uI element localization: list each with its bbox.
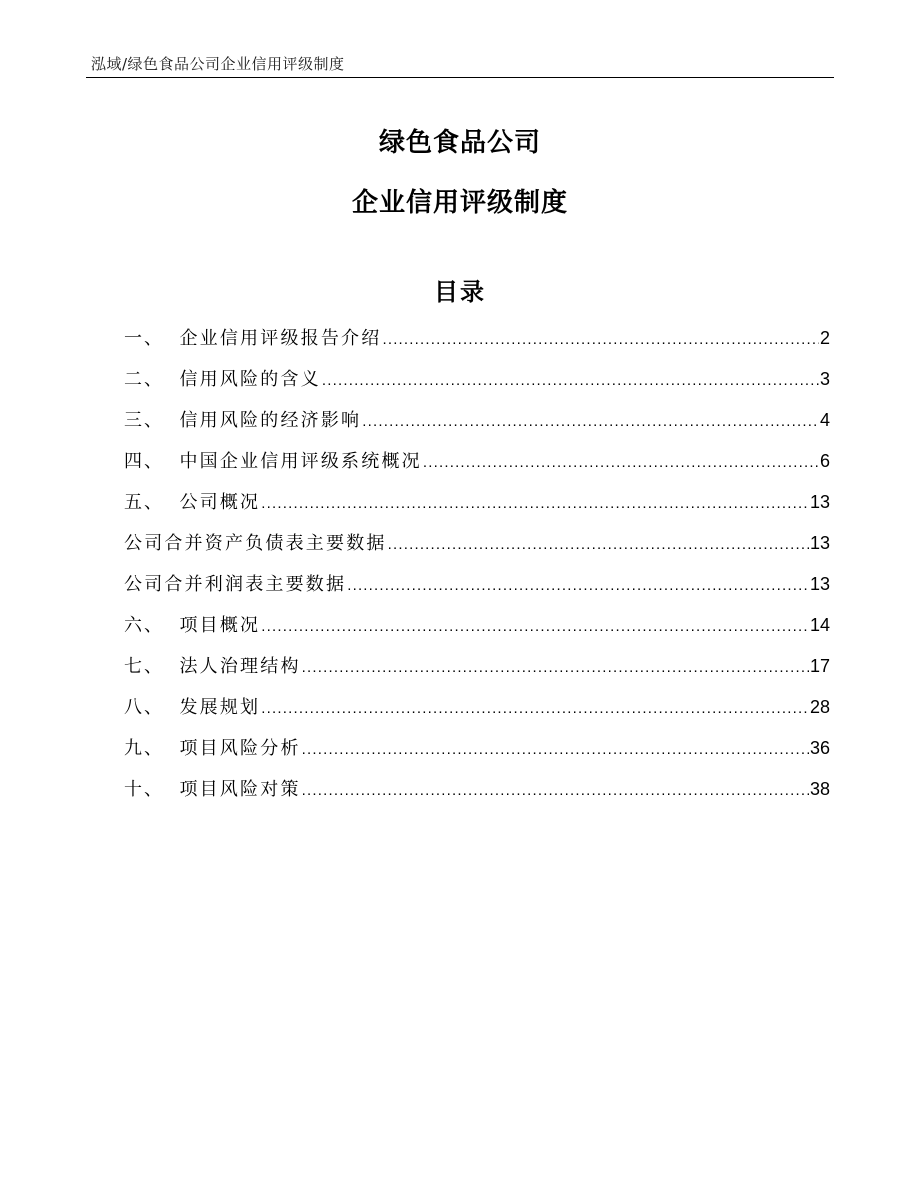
toc-entry-number: 十、 bbox=[124, 779, 180, 800]
toc-entry-page-number: 38 bbox=[809, 779, 830, 799]
toc-entry-label: 企业信用评级报告介绍 bbox=[179, 328, 382, 349]
toc-entry-page-number: 3 bbox=[819, 369, 830, 389]
toc-entry-label: 发展规划 bbox=[179, 697, 261, 718]
toc-entry-page-number: 28 bbox=[809, 697, 830, 717]
toc-entry-page-number: 17 bbox=[809, 656, 830, 676]
toc-entry[interactable] bbox=[124, 691, 830, 732]
toc-entry-number: 二、 bbox=[124, 369, 180, 390]
toc-entry-label: 公司合并资产负债表主要数据 bbox=[124, 533, 387, 554]
toc-entry-number: 四、 bbox=[124, 451, 180, 472]
toc-entry-number: 六、 bbox=[124, 615, 180, 636]
toc-entry[interactable] bbox=[124, 609, 830, 650]
toc-dot-leader bbox=[347, 570, 809, 602]
toc-entry-label: 信用风险的含义 bbox=[179, 369, 321, 390]
toc-dot-leader bbox=[388, 529, 809, 561]
toc-dot-leader bbox=[261, 693, 809, 725]
toc-dot-leader bbox=[322, 365, 819, 397]
toc-entry[interactable] bbox=[124, 486, 830, 527]
toc-entry[interactable] bbox=[124, 650, 830, 691]
toc-entry[interactable] bbox=[124, 445, 830, 486]
toc-entry[interactable] bbox=[124, 404, 830, 445]
running-header: 泓域/绿色食品公司企业信用评级制度 bbox=[91, 55, 345, 73]
toc-entry-page-number: 13 bbox=[809, 533, 830, 553]
toc-dot-leader bbox=[302, 734, 809, 766]
toc-entry-number: 三、 bbox=[124, 410, 180, 431]
toc-entry[interactable] bbox=[124, 322, 830, 363]
toc-entry-page-number: 2 bbox=[819, 328, 830, 348]
toc-dot-leader bbox=[423, 447, 819, 479]
toc-dot-leader bbox=[261, 611, 809, 643]
toc-entry-number: 九、 bbox=[124, 738, 180, 759]
toc-entry-page-number: 6 bbox=[819, 451, 830, 471]
toc-entry-page-number: 14 bbox=[809, 615, 830, 635]
toc-entry[interactable] bbox=[124, 773, 830, 814]
toc-entry-label: 中国企业信用评级系统概况 bbox=[179, 451, 422, 472]
table-of-contents bbox=[124, 322, 830, 814]
toc-entry-label: 信用风险的经济影响 bbox=[179, 410, 362, 431]
toc-entry[interactable] bbox=[124, 527, 830, 568]
toc-dot-leader bbox=[382, 324, 819, 356]
toc-entry-page-number: 13 bbox=[809, 574, 830, 594]
toc-entry-page-number: 36 bbox=[809, 738, 830, 758]
header-divider bbox=[86, 77, 834, 78]
toc-entry[interactable] bbox=[124, 732, 830, 773]
toc-entry-page-number: 13 bbox=[809, 492, 830, 512]
toc-entry-label: 公司合并利润表主要数据 bbox=[124, 574, 347, 595]
toc-entry-label: 法人治理结构 bbox=[179, 656, 301, 677]
toc-dot-leader bbox=[302, 775, 809, 807]
document-title-subject: 企业信用评级制度 bbox=[351, 188, 568, 218]
toc-entry-number: 八、 bbox=[124, 697, 180, 718]
toc-entry[interactable] bbox=[124, 363, 830, 404]
toc-entry[interactable] bbox=[124, 568, 830, 609]
toc-entry-label: 项目风险对策 bbox=[179, 779, 301, 800]
toc-entry-label: 项目概况 bbox=[179, 615, 261, 636]
toc-entry-label: 项目风险分析 bbox=[179, 738, 301, 759]
toc-entry-number: 五、 bbox=[124, 492, 180, 513]
toc-entry-number: 一、 bbox=[124, 328, 180, 349]
toc-heading: 目录 bbox=[434, 278, 486, 306]
toc-dot-leader bbox=[261, 488, 809, 520]
toc-dot-leader bbox=[302, 652, 809, 684]
toc-entry-page-number: 4 bbox=[819, 410, 830, 430]
toc-entry-label: 公司概况 bbox=[179, 492, 261, 513]
document-title-company: 绿色食品公司 bbox=[378, 128, 541, 158]
toc-entry-number: 七、 bbox=[124, 656, 180, 677]
toc-dot-leader bbox=[362, 406, 819, 438]
